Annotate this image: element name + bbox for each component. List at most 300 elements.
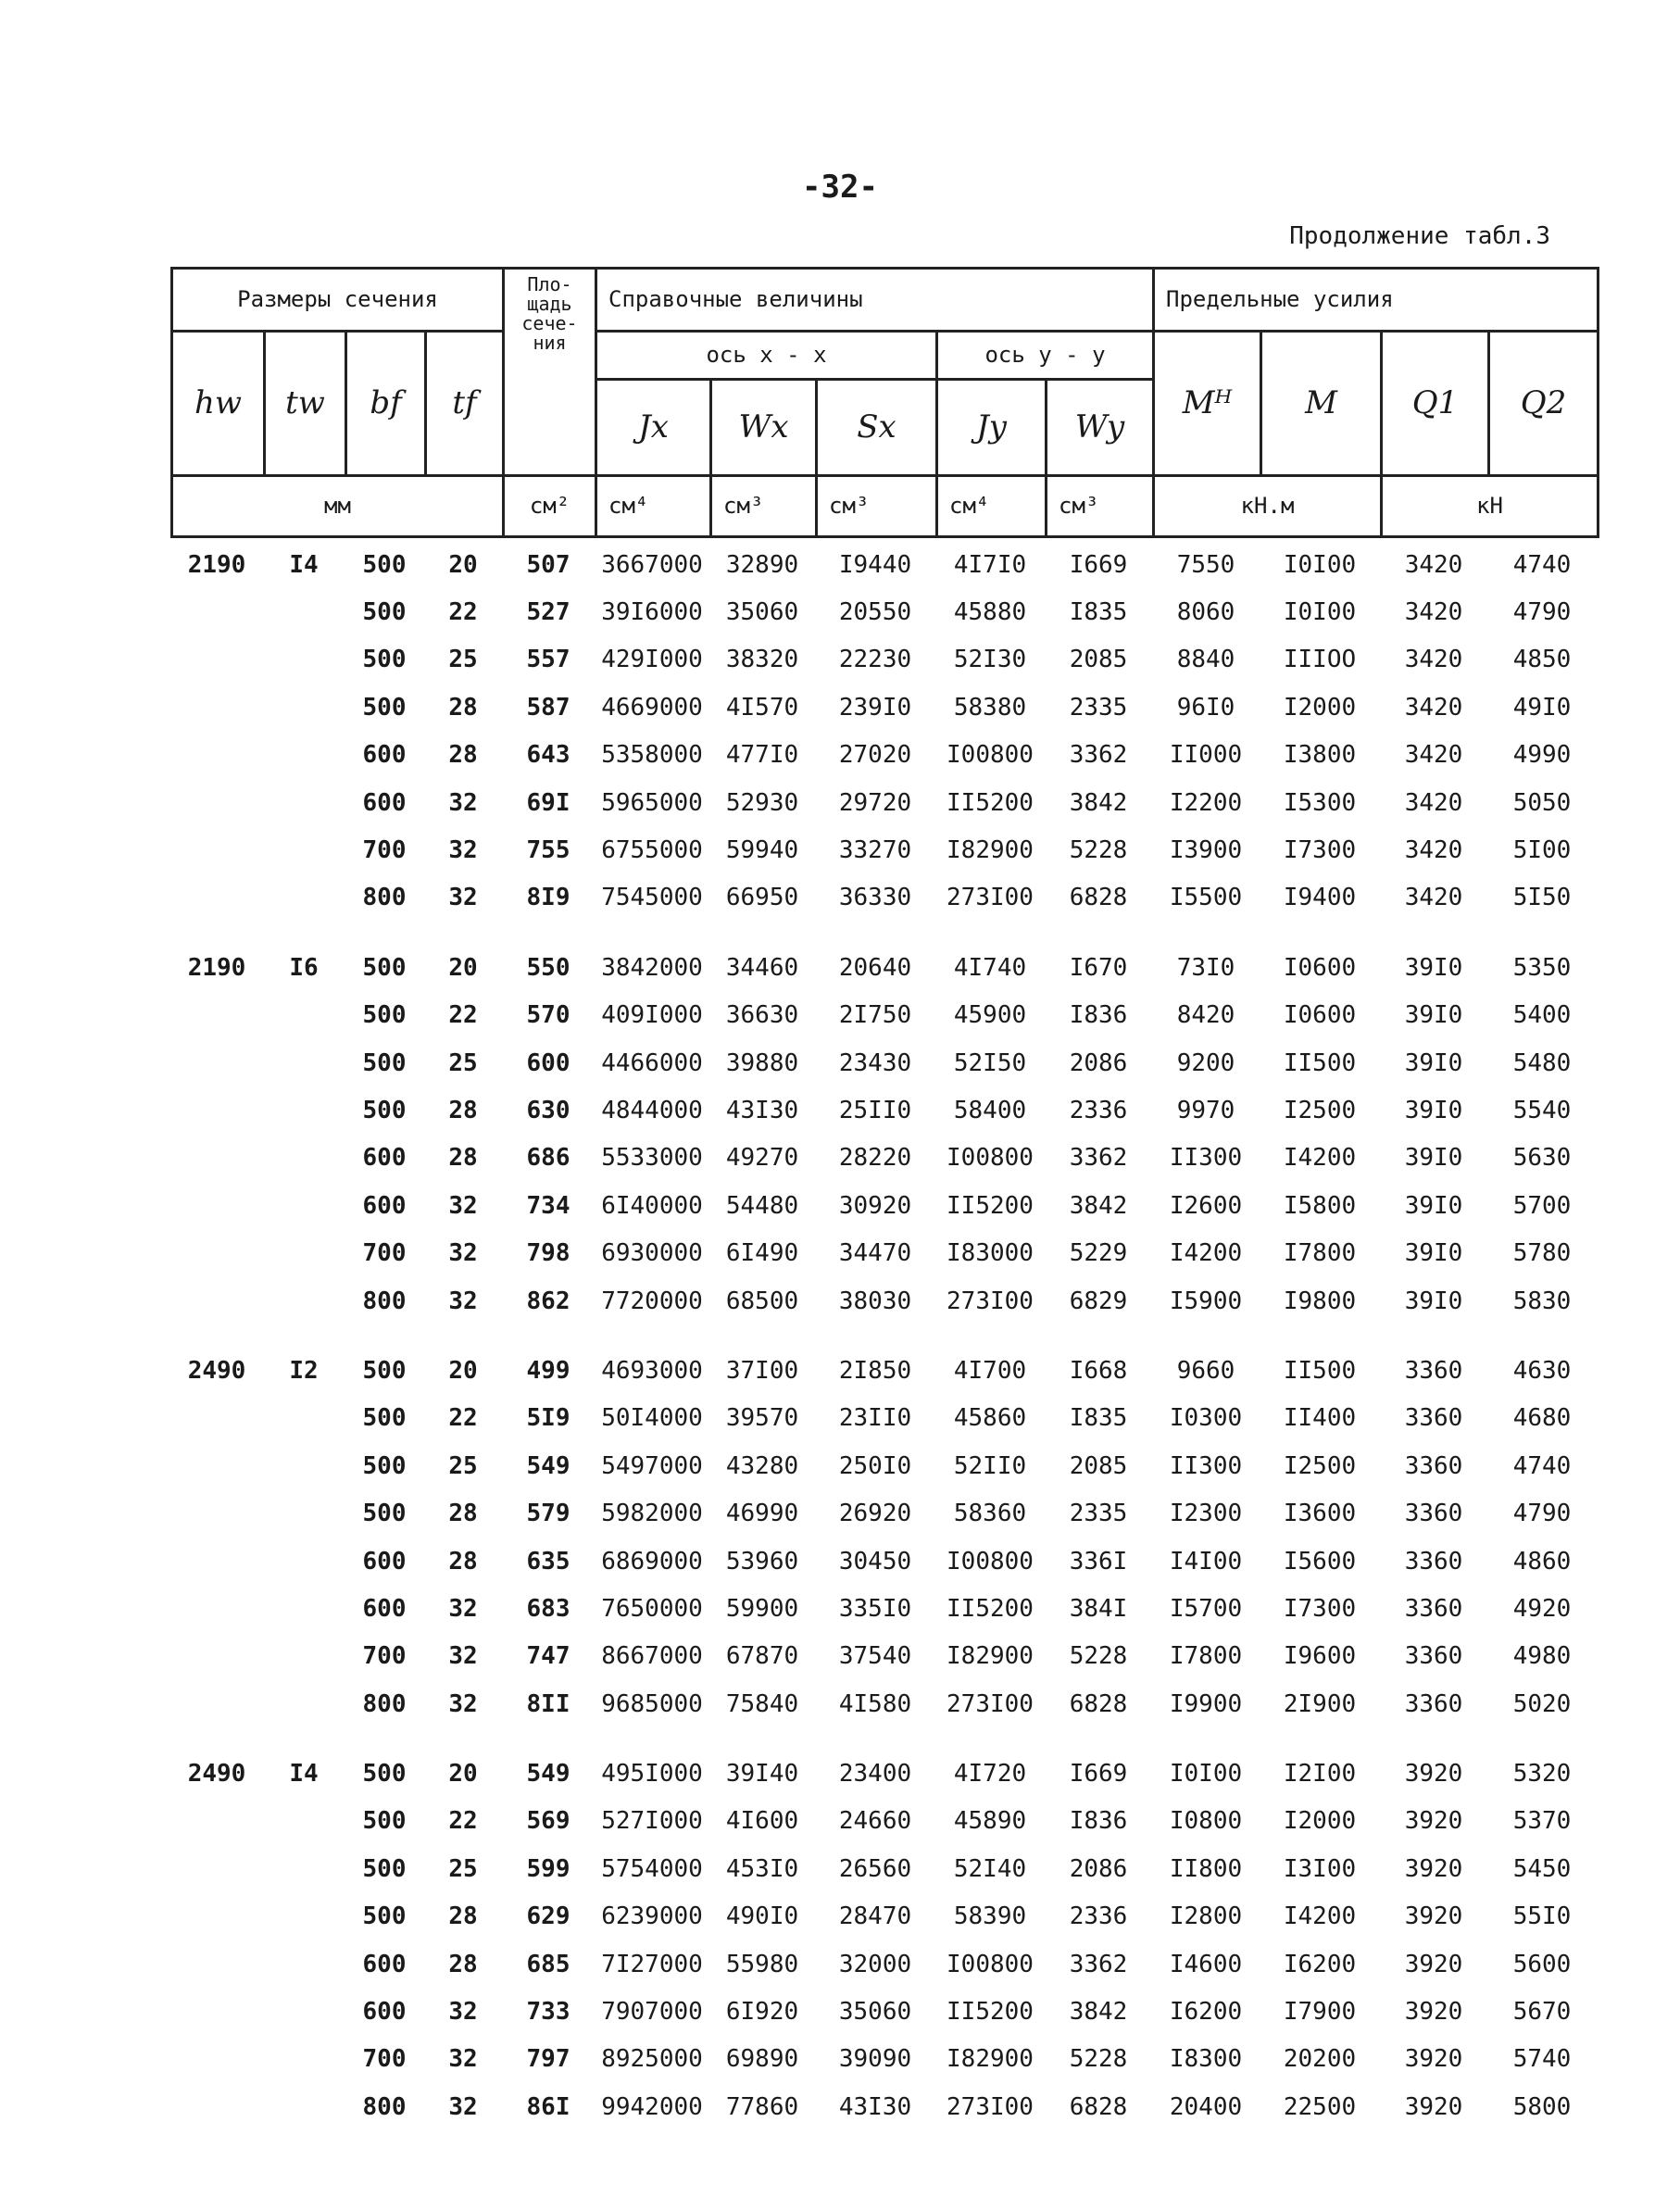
cell-empty [263, 1086, 345, 1134]
table-row [170, 779, 1597, 826]
cell-empty [170, 1940, 263, 1988]
cell: 9200 [1176, 1048, 1235, 1077]
cell: 38320 [725, 646, 799, 674]
cell: 3420 [1404, 836, 1463, 865]
col-mn: Mᴴ [1154, 332, 1261, 476]
cell-empty [263, 684, 345, 731]
unit-wy: см³ [1047, 476, 1154, 537]
cell: 527I000 [601, 1807, 703, 1836]
cell: 747 [526, 1642, 570, 1671]
cell: 22 [448, 1404, 478, 1433]
cell: 39I0 [1404, 1096, 1463, 1124]
cell: I3600 [1283, 1500, 1357, 1528]
cell-empty [170, 1277, 263, 1324]
cell: I0600 [1283, 953, 1357, 982]
cell: 69I [526, 788, 570, 817]
col-tf: tf [426, 332, 504, 476]
cell: 5228 [1069, 2045, 1128, 2074]
cell: 490I0 [725, 1902, 799, 1931]
cell: 34460 [725, 953, 799, 982]
cell: 6I920 [725, 1998, 799, 2027]
cell: 3920 [1404, 1854, 1463, 1883]
cell: 20640 [838, 953, 912, 982]
cell: 52II0 [953, 1451, 1027, 1480]
cell: 3420 [1404, 598, 1463, 627]
cell: 3920 [1404, 2045, 1463, 2074]
cell: I7900 [1283, 1998, 1357, 2027]
group-spacer [170, 1324, 1597, 1347]
cell: 800 [362, 1287, 407, 1315]
cell: 700 [362, 1239, 407, 1268]
cell: 273I00 [947, 884, 1034, 912]
cell: 600 [362, 1594, 407, 1623]
cell: 3842 [1069, 788, 1128, 817]
cell: 3362 [1069, 1950, 1128, 1978]
table-row [170, 1633, 1597, 1680]
cell: 20200 [1283, 2045, 1357, 2074]
cell: 22500 [1283, 2092, 1357, 2121]
cell: 2I900 [1283, 1689, 1357, 1718]
cell: 5780 [1512, 1239, 1572, 1268]
cell: 6869000 [601, 1547, 703, 1576]
cell-empty [170, 1135, 263, 1182]
cell: I6200 [1283, 1950, 1357, 1978]
col-q1: Q1 [1382, 332, 1489, 476]
cell: I835 [1069, 1404, 1128, 1433]
cell: 35060 [725, 598, 799, 627]
cell: I9600 [1283, 1642, 1357, 1671]
cell-empty [263, 2083, 345, 2130]
cell: 39I0 [1404, 1287, 1463, 1315]
sizes-header: Размеры сечения [172, 269, 504, 332]
cell: I9800 [1283, 1287, 1357, 1315]
cell-empty [263, 1940, 345, 1988]
cell: I0300 [1169, 1404, 1243, 1433]
cell: 23400 [838, 1760, 912, 1789]
cell: 50I4000 [601, 1404, 703, 1433]
unit-force: кН [1382, 476, 1599, 537]
cell-empty [263, 1798, 345, 1845]
cell: I5900 [1169, 1287, 1243, 1315]
cell: 25 [448, 1854, 478, 1883]
cell: 58360 [953, 1500, 1027, 1528]
cell: 453I0 [725, 1854, 799, 1883]
table-row [170, 1395, 1597, 1442]
cell: II500 [1283, 1356, 1357, 1385]
cell-empty [263, 1988, 345, 2035]
table-row [170, 944, 1597, 991]
cell: 3360 [1404, 1356, 1463, 1385]
cell: 600 [362, 741, 407, 770]
cell: 630 [526, 1096, 570, 1124]
cell: 384I [1069, 1594, 1128, 1623]
cell: 685 [526, 1950, 570, 1978]
cell: 5I9 [526, 1404, 570, 1433]
cell: I9400 [1283, 884, 1357, 912]
cell: 499 [526, 1356, 570, 1385]
cell-empty [170, 1086, 263, 1134]
cell: 4790 [1512, 1500, 1572, 1528]
cell: 52I40 [953, 1854, 1027, 1883]
cell-empty [170, 1182, 263, 1229]
table-row [170, 636, 1597, 684]
unit-wx: см³ [711, 476, 817, 537]
cell: I669 [1069, 550, 1128, 579]
cell: 32 [448, 1594, 478, 1623]
cell: I7300 [1283, 836, 1357, 865]
cell: 26560 [838, 1854, 912, 1883]
table-row [170, 1585, 1597, 1632]
cell: II800 [1169, 1854, 1243, 1883]
cell: I5500 [1169, 884, 1243, 912]
cell: 86I [526, 2092, 570, 2121]
cell: 7650000 [601, 1594, 703, 1623]
cell: 500 [362, 1807, 407, 1836]
col-jy: Jy [937, 380, 1047, 476]
cell-empty [263, 874, 345, 922]
cell: 54480 [725, 1191, 799, 1220]
cell: 96I0 [1176, 693, 1235, 722]
cell: 507 [526, 550, 570, 579]
cell: 20 [448, 550, 478, 579]
cell: I2300 [1169, 1500, 1243, 1528]
table-row [170, 1988, 1597, 2035]
cell: 5370 [1512, 1807, 1572, 1836]
cell: II300 [1169, 1144, 1243, 1173]
table-row [170, 1845, 1597, 1892]
cell-empty [263, 1277, 345, 1324]
cell: 6I40000 [601, 1191, 703, 1220]
cell: 3362 [1069, 741, 1128, 770]
cell: I3800 [1283, 741, 1357, 770]
cell: 600 [362, 1144, 407, 1173]
data-body [170, 541, 1597, 2131]
cell: 5350 [1512, 953, 1572, 982]
cell: 9970 [1176, 1096, 1235, 1124]
cell: 600 [362, 1950, 407, 1978]
cell: 49I0 [1512, 693, 1572, 722]
cell: I7800 [1283, 1239, 1357, 1268]
cell: 500 [362, 953, 407, 982]
cell: 4740 [1512, 550, 1572, 579]
cell: 37540 [838, 1642, 912, 1671]
cell: 550 [526, 953, 570, 982]
cell: 4I600 [725, 1807, 799, 1836]
cell: 8II [526, 1689, 570, 1718]
cell: 800 [362, 2092, 407, 2121]
cell: 59940 [725, 836, 799, 865]
cell: 32 [448, 2092, 478, 2121]
cell: 3420 [1404, 550, 1463, 579]
cell: 25II0 [838, 1096, 912, 1124]
cell: 4I7I0 [953, 550, 1027, 579]
cell: I2800 [1169, 1902, 1243, 1931]
cell: I82900 [947, 1642, 1034, 1671]
cell: 3667000 [601, 550, 703, 579]
cell: 32 [448, 1191, 478, 1220]
cell: 2335 [1069, 693, 1128, 722]
col-hw: hw [172, 332, 265, 476]
cell: 3360 [1404, 1642, 1463, 1671]
cell: 500 [362, 1500, 407, 1528]
cell: II500 [1283, 1048, 1357, 1077]
cell: 683 [526, 1594, 570, 1623]
cell-empty [263, 1585, 345, 1632]
cell: 22 [448, 1807, 478, 1836]
cell: 500 [362, 1902, 407, 1931]
cell: 6930000 [601, 1239, 703, 1268]
cell: 600 [362, 788, 407, 817]
cell: 28 [448, 1547, 478, 1576]
data-table [170, 541, 1597, 2131]
cell: 3420 [1404, 741, 1463, 770]
cell: I82900 [947, 2045, 1034, 2074]
continuation-label: Продолжение табл.3 [1289, 222, 1550, 250]
cell: 36330 [838, 884, 912, 912]
cell-empty [263, 2036, 345, 2083]
cell: 3360 [1404, 1547, 1463, 1576]
cell-empty [170, 1395, 263, 1442]
cell-empty [263, 826, 345, 873]
cell: II5200 [947, 788, 1034, 817]
cell: 43I30 [838, 2092, 912, 2121]
cell: 3842000 [601, 953, 703, 982]
table-row [170, 684, 1597, 731]
cell: 52930 [725, 788, 799, 817]
cell-empty [170, 1680, 263, 1727]
group-spacer [170, 922, 1597, 944]
cell: 66950 [725, 884, 799, 912]
cell: I2500 [1283, 1096, 1357, 1124]
cell-empty [263, 1538, 345, 1585]
cell: 500 [362, 1356, 407, 1385]
cell: 495I000 [601, 1760, 703, 1789]
cell: 500 [362, 1048, 407, 1077]
cell: 5228 [1069, 1642, 1128, 1671]
cell: 75840 [725, 1689, 799, 1718]
cell-empty [263, 1229, 345, 1276]
cell: 4I720 [953, 1760, 1027, 1789]
cell: 28 [448, 1144, 478, 1173]
cell: 3360 [1404, 1689, 1463, 1718]
cell: 20 [448, 953, 478, 982]
cell: 9685000 [601, 1689, 703, 1718]
cell: I7300 [1283, 1594, 1357, 1623]
cell: 39090 [838, 2045, 912, 2074]
cell-empty [170, 779, 263, 826]
cell-empty [263, 1680, 345, 1727]
cell: 4669000 [601, 693, 703, 722]
cell: 32000 [838, 1950, 912, 1978]
group-spacer [170, 1727, 1597, 1750]
cell: 55980 [725, 1950, 799, 1978]
cell: 58390 [953, 1902, 1027, 1931]
cell: 39I0 [1404, 1144, 1463, 1173]
cell: 22230 [838, 646, 912, 674]
cell: 2085 [1069, 646, 1128, 674]
cell: I0800 [1169, 1807, 1243, 1836]
cell: 569 [526, 1807, 570, 1836]
cell: 6755000 [601, 836, 703, 865]
cell: 30920 [838, 1191, 912, 1220]
cell: 32 [448, 1642, 478, 1671]
cell: I82900 [947, 836, 1034, 865]
unit-jx: см⁴ [596, 476, 711, 537]
cell: 686 [526, 1144, 570, 1173]
cell: I4200 [1283, 1144, 1357, 1173]
cell: 28 [448, 693, 478, 722]
cell: II300 [1169, 1451, 1243, 1480]
cell: 5982000 [601, 1500, 703, 1528]
table-row [170, 1893, 1597, 1940]
cell-empty [263, 1135, 345, 1182]
cell-empty [263, 732, 345, 779]
table-row [170, 1538, 1597, 1585]
table-row [170, 1347, 1597, 1394]
cell: 527 [526, 598, 570, 627]
cell: I3I00 [1283, 1854, 1357, 1883]
cell: 45900 [953, 1001, 1027, 1030]
cell: 32 [448, 884, 478, 912]
cell-hw: 2490 [187, 1760, 246, 1789]
cell: 2086 [1069, 1048, 1128, 1077]
cell: 7545000 [601, 884, 703, 912]
cell-empty [170, 826, 263, 873]
cell: 734 [526, 1191, 570, 1220]
cell: I8300 [1169, 2045, 1243, 2074]
cell-empty [170, 732, 263, 779]
cell: 3362 [1069, 1144, 1128, 1173]
cell: 8667000 [601, 1642, 703, 1671]
cell: 28470 [838, 1902, 912, 1931]
cell: 3420 [1404, 884, 1463, 912]
cell: 20550 [838, 598, 912, 627]
cell: 73I0 [1176, 953, 1235, 982]
cell: 500 [362, 1096, 407, 1124]
cell-empty [170, 1442, 263, 1489]
cell: I4I00 [1169, 1547, 1243, 1576]
cell: 5740 [1512, 2045, 1572, 2074]
table-row [170, 1039, 1597, 1086]
cell: 5670 [1512, 1998, 1572, 2027]
cell-empty [170, 2036, 263, 2083]
cell: 35060 [838, 1998, 912, 2027]
cell: 500 [362, 598, 407, 627]
axis-y-header: ось y - y [937, 332, 1154, 380]
cell: 5400 [1512, 1001, 1572, 1030]
table-row [170, 1940, 1597, 1988]
cell: 4790 [1512, 598, 1572, 627]
cell: I00800 [947, 1547, 1034, 1576]
cell: 8I9 [526, 884, 570, 912]
cell-empty [170, 1798, 263, 1845]
table-header [170, 267, 1599, 538]
cell-empty [263, 1893, 345, 1940]
cell: 32 [448, 1689, 478, 1718]
cell-tw: I4 [289, 550, 319, 579]
cell: 800 [362, 884, 407, 912]
cell: 8840 [1176, 646, 1235, 674]
cell: 39880 [725, 1048, 799, 1077]
cell: 32 [448, 1287, 478, 1315]
cell-tw: I2 [289, 1356, 319, 1385]
cell: 5533000 [601, 1144, 703, 1173]
table-row [170, 1182, 1597, 1229]
cell: 5600 [1512, 1950, 1572, 1978]
cell: 6829 [1069, 1287, 1128, 1315]
cell: 5450 [1512, 1854, 1572, 1883]
cell: 9660 [1176, 1356, 1235, 1385]
cell: I9440 [838, 550, 912, 579]
cell: 500 [362, 646, 407, 674]
cell: 500 [362, 1404, 407, 1433]
cell: 4680 [1512, 1404, 1572, 1433]
cell: 28 [448, 1500, 478, 1528]
cell: 58380 [953, 693, 1027, 722]
cell: 28 [448, 1902, 478, 1931]
cell: I836 [1069, 1807, 1128, 1836]
cell: 5050 [1512, 788, 1572, 817]
cell: I2600 [1169, 1191, 1243, 1220]
cell: 69890 [725, 2045, 799, 2074]
cell: 5754000 [601, 1854, 703, 1883]
cell: 26920 [838, 1500, 912, 1528]
cell: 5020 [1512, 1689, 1572, 1718]
table-row [170, 1277, 1597, 1324]
cell-empty [170, 874, 263, 922]
cell: 25 [448, 1451, 478, 1480]
cell: 3420 [1404, 693, 1463, 722]
cell: 7550 [1176, 550, 1235, 579]
cell: 3360 [1404, 1404, 1463, 1433]
col-wy: Wy [1047, 380, 1154, 476]
cell: 5630 [1512, 1144, 1572, 1173]
col-tw: tw [265, 332, 346, 476]
cell: 6I490 [725, 1239, 799, 1268]
cell: 500 [362, 1451, 407, 1480]
cell: 250I0 [838, 1451, 912, 1480]
cell: 20 [448, 1356, 478, 1385]
cell: I2200 [1169, 788, 1243, 817]
cell: I5700 [1169, 1594, 1243, 1623]
cell: I670 [1069, 953, 1128, 982]
cell: 500 [362, 1760, 407, 1789]
cell: 32 [448, 1998, 478, 2027]
cell: 3360 [1404, 1451, 1463, 1480]
cell: 579 [526, 1500, 570, 1528]
cell: 5480 [1512, 1048, 1572, 1077]
cell: 39I0 [1404, 1239, 1463, 1268]
table-row [170, 992, 1597, 1039]
cell: I2000 [1283, 1807, 1357, 1836]
cell: 45890 [953, 1807, 1027, 1836]
cell: 335I0 [838, 1594, 912, 1623]
cell: 49270 [725, 1144, 799, 1173]
cell-empty [170, 1039, 263, 1086]
cell: 37I00 [725, 1356, 799, 1385]
cell: 28 [448, 1096, 478, 1124]
cell-empty [170, 992, 263, 1039]
cell: I5600 [1283, 1547, 1357, 1576]
cell: 77860 [725, 2092, 799, 2121]
cell: I3900 [1169, 836, 1243, 865]
cell: 6828 [1069, 884, 1128, 912]
table-row [170, 1086, 1597, 1134]
cell-empty [263, 1182, 345, 1229]
cell-empty [263, 1845, 345, 1892]
unit-area: см² [504, 476, 596, 537]
area-header: Пло- щадь сече- ния [504, 269, 596, 476]
